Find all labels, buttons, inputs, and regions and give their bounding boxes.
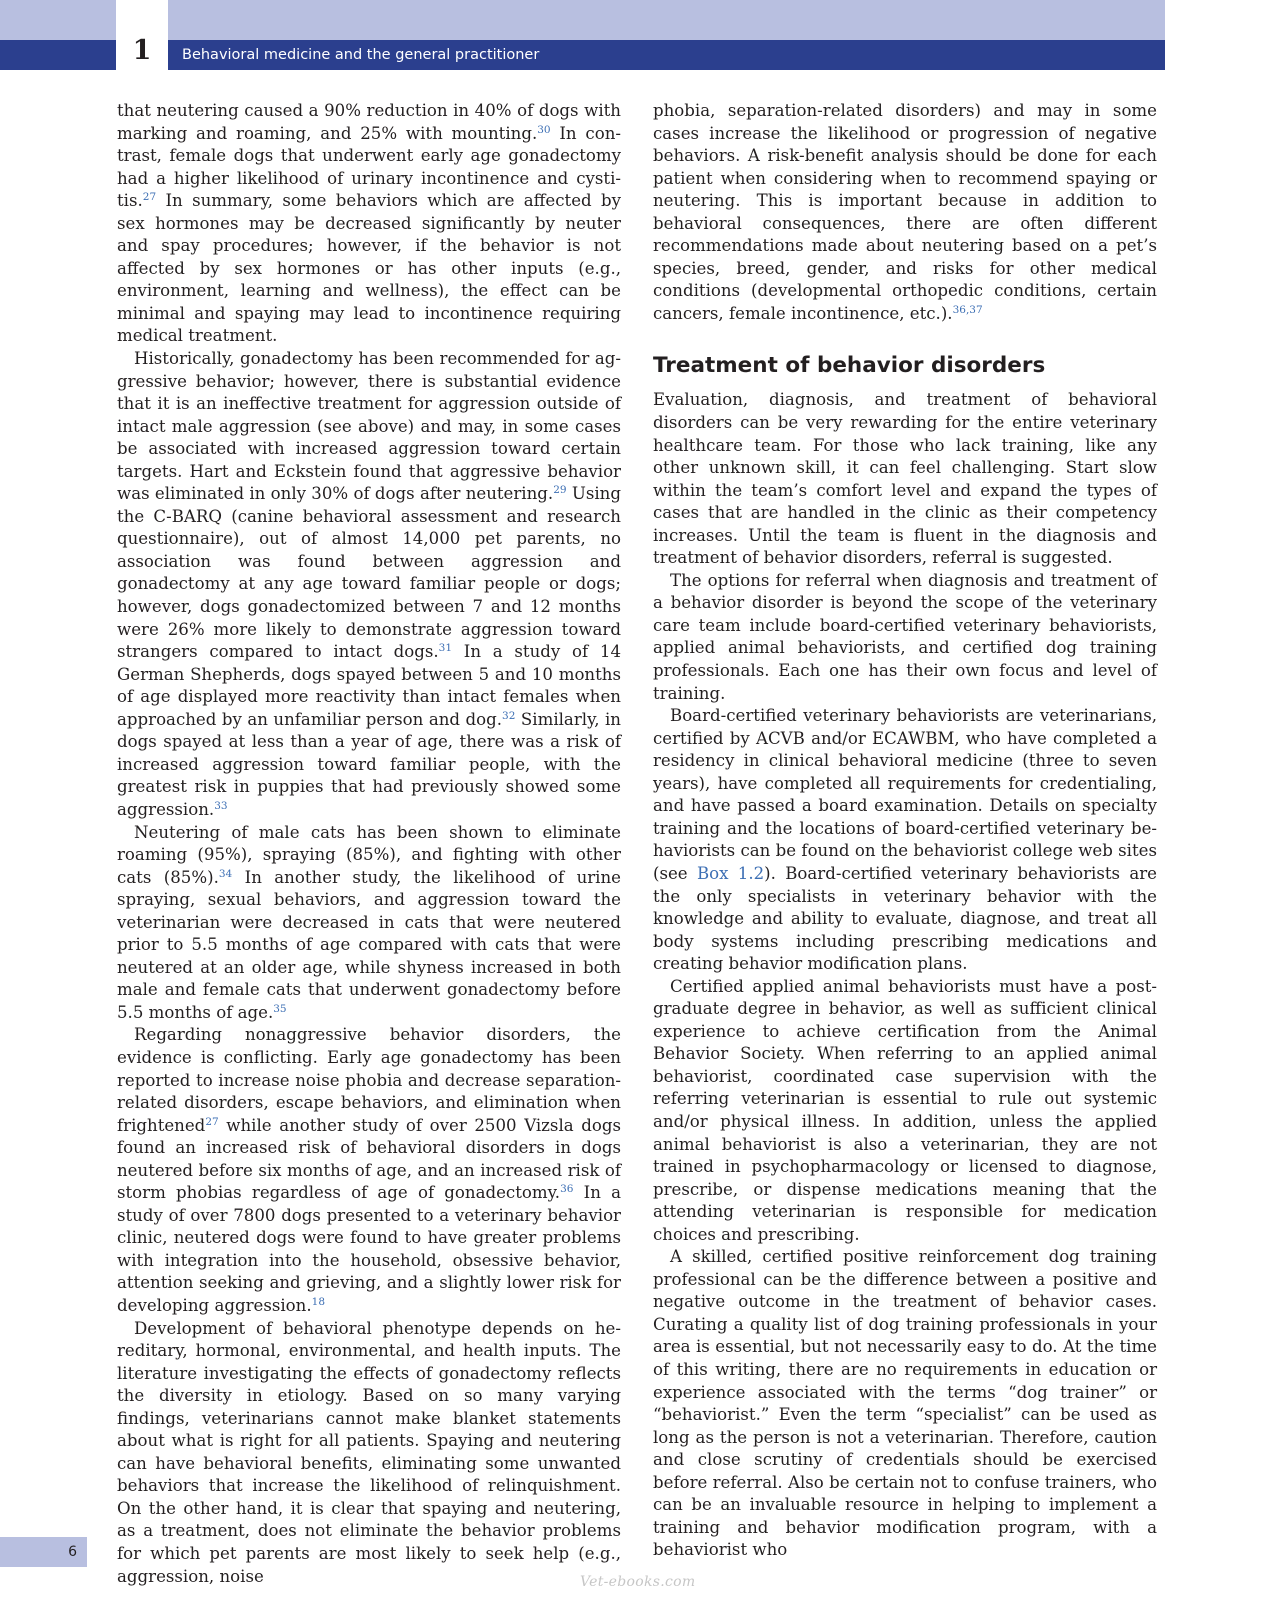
chapter-number: 1 [132,35,152,66]
running-title: Behavioral medicine and the general practitioner [182,47,540,63]
citation-ref[interactable]: 35 [273,1002,287,1015]
citation-ref[interactable]: 36 [560,1183,574,1196]
left-column [117,100,621,1588]
citation-ref[interactable]: 31 [438,642,453,655]
header-accent-top-left [0,0,116,40]
paragraph: Evaluation, diagnosis, and treatment of behavioral disorders can be very rewarding for the entire veterinary healthcare team. For those who lack training, like any other unknown skill, it can feel challenging. Start slow within the team’s comfort level and expand the types of cases that are handled in the clinic as their competency increases. Until the team is fluent in the diagnosis and treatment of behavior disorders, referral is suggested. [653,390,1157,568]
section-heading: Treatment of behavior disorders [653,353,1046,379]
paragraph: Development of behavioral phenotype depends on hereditary, hormonal, environmental, and health inputs. The literature investigating the effects of gonadectomy reflects the diversity in etiology. Based on so many varying findings, veterinarians cannot make blanket statements about what is right for all patients. Spaying and neutering can have behavioral benefits, eliminating some unwanted behaviors that increase the likelihood of relinquishment. On the other hand, it is clear that spaying and neutering, as a treatment, does not eliminate the behavior problems for which pet parents are most likely to seek help (e.g., aggression, noise [117,1318,621,1586]
paragraph: A skilled, certified positive reinforcement dog training professional can be the difference between a positive and negative outcome in the treatment of behavior cases. Curating a quality list of dog training professionals in your area is essential, but not necessarily easy to do. At the time of this writing, there are no requirements in education or experience associated with the terms “dog trainer” or “behaviorist.” Even the term “specialist” can be used as long as the person is not a veterinarian. Therefore, caution and close scrutiny of credentials should be exercised before referral. Also be certain not to confuse trainers, who can be an invaluable resource in helping to implement a training and behavior modification program, with a behaviorist who [653,1247,1157,1560]
watermark-logo: Vet-ebooks.com [580,1574,696,1590]
citation-ref[interactable]: 34 [218,867,233,880]
citation-ref[interactable]: 36,37 [952,303,983,316]
citation-ref[interactable]: 30 [537,123,551,136]
header-accent-bottom-left [0,40,116,70]
paragraph: Neutering of male cats has been shown to eliminate roaming (95%), spraying (85%), and fighting with other cats (85%).$^{34}$ In another study, the likelihood of urine spraying, sexual behaviors, and aggression toward the veterinarian were decreased in cats that were neutered prior to 5.5 months of age compared with cats that were neutered at an older age, while shyness increased in both male and female cats that underwent gonadectomy before 5.5 months of age.$^{35}$ [117,822,621,1022]
paragraph: Board-certified veterinary behaviorists are veterinarians, certified by ACVB and/or ECAWBM, who have completed a residency in clinical behavioral medicine (three to seven years), have completed all requirements for credentialing, and have passed a board examination. Details on specialty training and the locations of board-certified veterinary behaviorists can be found on the behaviorist college web sites (see Box 1.2). Board-certified veterinary behaviorists are the only specialists in veterinary behavior with the knowledge and ability to evaluate, diagnose, and treat all body systems including prescribing medications and creating behavior modification plans. [653,706,1157,974]
paragraph: phobia, separation-related disorders) and may in some cases increase the likelihood or progression of negative behaviors. A risk-benefit analysis should be done for each patient when considering when to recommend spaying or neutering. This is important because in addition to behavioral consequences, there are often different recommendations made about neutering based on a pet’s species, breed, gender, and risks for other medical conditions (developmental orthopedic conditions, certain cancers, female incontinence, etc.).$^{36,37}$ [653,101,1157,323]
box-reference-link[interactable]: Box 1.2 [696,863,765,883]
paragraph: that neutering caused a 90% reduction in 40% of dogs with marking and roaming, and 25% with mounting.$^{30}$ In contrast, female dogs that underwent early age gonadectomy had a higher likelihood of urinary incontinence and cystitis.$^{27}$ In summary, some behaviors which are affected by sex hormones may be decreased significantly by neuter and spay procedures; however, if the behavior is not affected by sex hormones or has other inputs (e.g., environment, learning and wellness), the effect can be minimal and spaying may lead to incontinence requiring medical treatment. [117,101,621,346]
paragraph: Regarding nonaggressive behavior disorders, the evidence is conflicting. Early age gonadectomy has been reported to increase noise phobia and decrease separation-related disorders, escape behaviors, and elimination when frightened$^{27}$ while another study of over 2500 Vizsla dogs found an increased risk of behavioral disorders in dogs neutered before six months of age, and an increased risk of storm phobias regardless of age of gonadectomy.$^{36}$ In a study of over 7800 dogs presented to a veterinary behavior clinic, neutered dogs were found to have greater problems with integration into the household, obsessive behavior, attention seeking and grieving, and a slightly lower risk for developing aggression.$^{18}$ [117,1025,622,1315]
citation-ref[interactable]: 33 [214,799,228,812]
paragraph: Certified applied animal behaviorists must have a postgraduate degree in behavior, as well as sufficient clinical experience to achieve certification from the Animal Behavior Society. When referring to an applied animal behaviorist, coordinated case supervision with the referring veterinarian is essential to rule out systemic and/or physical illness. In addition, unless the applied animal behaviorist is also a veterinarian, they are not trained in psychopharmacology or licensed to diagnose, prescribe, or dispense medications meaning that the attending veterinarian is responsible for medication choices and prescribing. [653,976,1157,1244]
page-number-tab [0,1537,87,1567]
page-number: 6 [68,1544,77,1560]
citation-ref[interactable]: 32 [502,709,516,722]
citation-ref[interactable]: 18 [311,1295,326,1308]
citation-ref[interactable]: 27 [205,1115,219,1128]
paragraph: Historically, gonadectomy has been recommended for aggressive behavior; however, there is substantial evidence that it is an ineffective treatment for aggression outside of intact male aggression (see above) and may, in some cases be associated with increased aggression toward certain targets. Hart and Eckstein found that aggressive behavior was eliminated in only 30% of dogs after neutering.$^{29}$ Using the C-BARQ (canine behavioral assessment and research questionnaire), out of almost 14,000 pet parents, no association was found between aggression and gonadectomy at any age toward familiar people or dogs; however, dogs gonadectomized between 7 and 12 months were 26% more likely to demonstrate aggression toward strangers compared to intact dogs.$^{31}$ In a study of 14 German Shepherds, dogs spayed between 5 and 10 months of age displayed more reactivity than intact females when approached by an unfamiliar person and dog.$^{32}$ Similarly, in dogs spayed at less than a year of age, there was a risk of increased aggression toward familiar people, with the greatest risk in puppies that had previously showed some aggression.$^{33}$ [117,349,622,819]
header-accent-top [168,0,1165,40]
right-column [653,100,1157,1562]
paragraph: The options for referral when diagnosis and treatment of a behavior disorder is beyond the scope of the veterinary care team include board-certified veterinary behaviorists, applied animal behaviorists, and certified dog training professionals. Each one has their own focus and level of training. [653,570,1157,703]
citation-ref[interactable]: 29 [553,484,567,497]
citation-ref[interactable]: 27 [142,191,157,204]
